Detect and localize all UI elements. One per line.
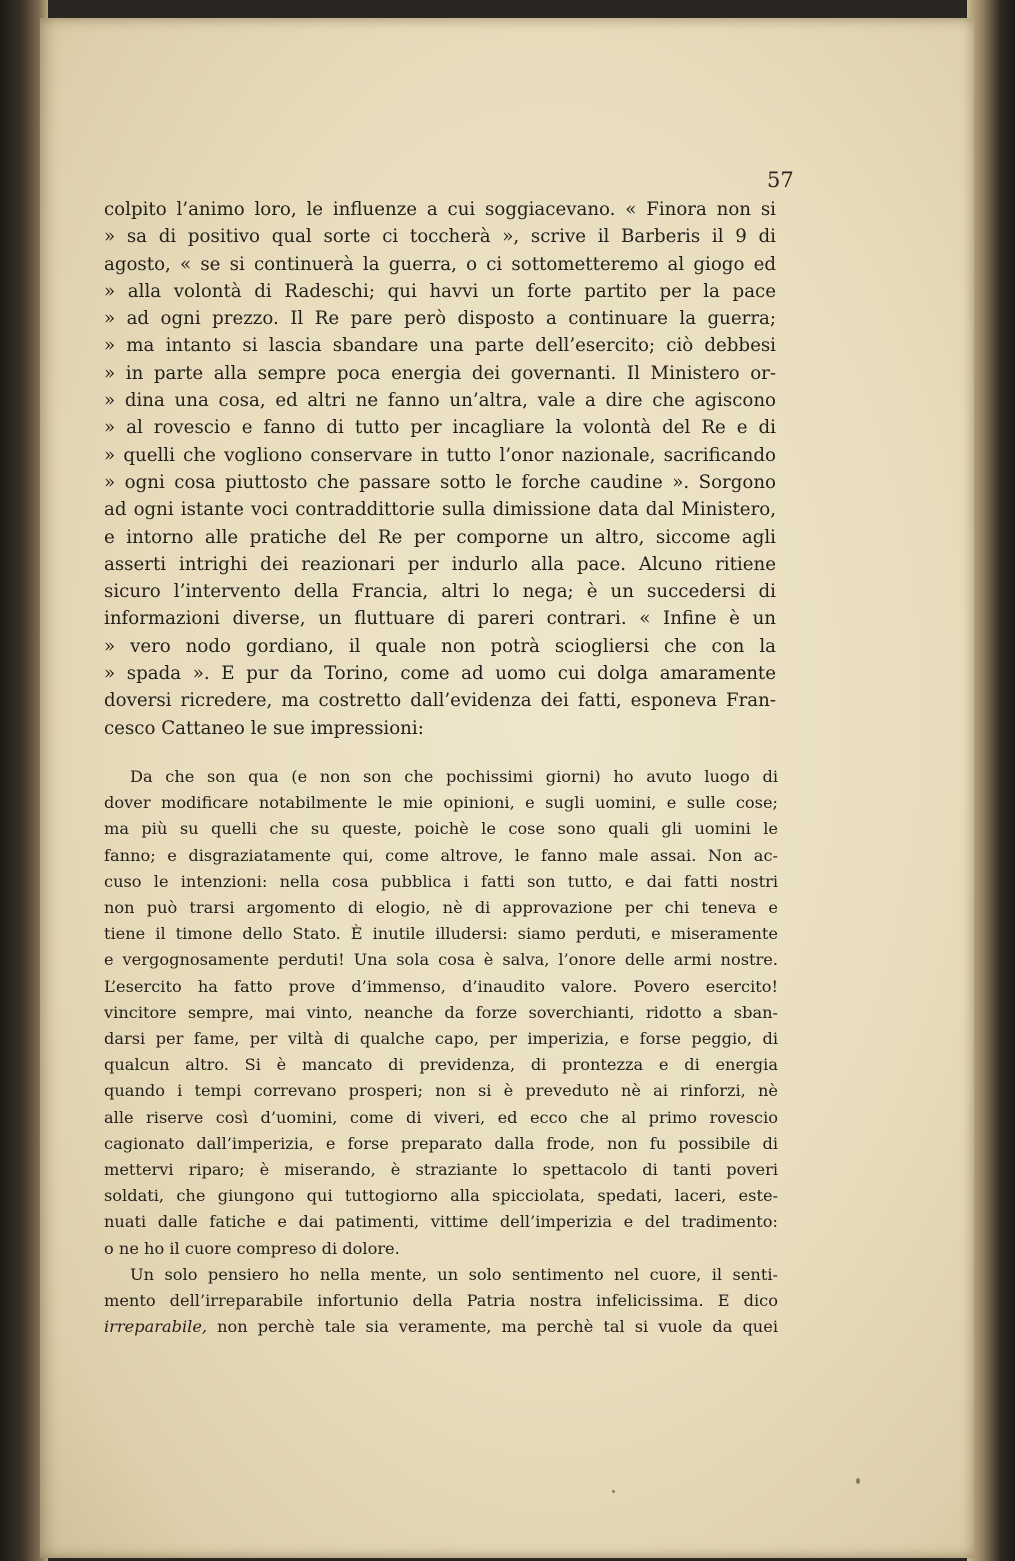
text-line: » in parte alla sempre poca energia dei governanti. Il Ministero or- [104,362,776,384]
text-line: informazioni diverse, un fluttuare di pareri contrari. « Infine è un [104,608,776,630]
text-line: asserti intrighi dei reazionari per indurlo alla pace. Alcuno ritiene [104,553,776,575]
text-fragment: non perchè tale sia veramente, ma perchè tal si vuole da quei [207,1317,778,1337]
text-line: non può trarsi argomento di elogio, nè di approvazione per chi teneva e [104,898,778,918]
text-line: vincitore sempre, mai vinto, neanche da forze soverchianti, ridotto a sban- [104,1002,778,1022]
text-line: » al rovescio e fanno di tutto per incagliare la volontà del Re e di [104,417,776,439]
text-line: cuso le intenzioni: nella cosa pubblica i fatti son tutto, e dai fatti nostri [104,871,778,891]
text-line: alle riserve così d’uomini, come di viveri, ed ecco che al primo rovescio [104,1107,778,1127]
paper-speck [612,1490,615,1493]
text-line: nuati dalle fatiche e dai patimenti, vittime dell’imperizia e del tradimento: [104,1212,778,1232]
text-line: mettervi riparo; è miserando, è straziante lo spettacolo di tanti poveri [104,1160,778,1180]
main-paragraph [104,196,776,742]
text-line: » ogni cosa piuttosto che passare sotto le forche caudine ». Sorgono [104,471,776,493]
text-line: » ad ogni prezzo. Il Re pare però disposto a continuare la guerra; [104,308,776,330]
text-line: e intorno alle pratiche del Re per comporne un altro, siccome agli [104,526,776,548]
text-line: » vero nodo gordiano, il quale non potrà sciogliersi che con la [104,635,776,657]
text-line: dover modificare notabilmente le mie opinioni, e sugli uomini, e sulle cose; [104,793,778,813]
page-number: 57 [767,168,794,192]
text-line: » spada ». E pur da Torino, come ad uomo cui dolga amaramente [104,663,776,685]
text-line: quando i tempi correvano prosperi; non si è preveduto nè ai rinforzi, nè [104,1081,778,1101]
paper-speck [856,1478,860,1484]
text-line: ma più su quelli che su queste, poichè le cose sono quali gli uomini le [104,819,778,839]
text-line: fanno; e disgraziatamente qui, come altrove, le fanno male assai. Non ac- [104,845,778,865]
quote-paragraph-1 [104,764,778,1262]
text-line: » sa di positivo qual sorte ci toccherà », scrive il Barberis il 9 di [104,226,776,248]
text-line: Un solo pensiero ho nella mente, un solo sentimento nel cuore, il senti- [130,1264,778,1284]
text-line: tiene il timone dello Stato. È inutile illudersi: siamo perduti, e miseramente [104,924,778,944]
text-line: » dina una cosa, ed altri ne fanno un’altra, vale a dire che agiscono [104,390,776,412]
page-right-edge [967,0,1015,1561]
text-line: darsi per fame, per viltà di qualche capo, per imperizia, e forse peggio, di [104,1029,778,1049]
text-line: cagionato dall’imperizia, e forse preparato dalla frode, non fu possibile di [104,1133,778,1153]
text-line: doversi ricredere, ma costretto dall’evidenza dei fatti, esponeva Fran- [104,690,776,712]
text-line: soldati, che giungono qui tuttogiorno alla spicciolata, spedati, laceri, este- [104,1186,778,1206]
text-line: Da che son qua (e non son che pochissimi giorni) ho avuto luogo di [130,767,778,786]
text-line: cesco Cattaneo le sue impressioni: [104,717,424,739]
text-line: L’esercito ha fatto prove d’immenso, d’inaudito valore. Povero esercito! [104,976,778,996]
text-line: mento dell’irreparabile infortunio della Patria nostra infelicissima. E dico [104,1291,778,1311]
text-line: sicuro l’intervento della Francia, altri lo nega; è un succedersi di [104,581,776,603]
text-line: colpito l’animo loro, le influenze a cui soggiacevano. « Finora non si [104,199,776,220]
emphasized-word: irreparabile, [104,1317,208,1337]
text-line: agosto, « se si continuerà la guerra, o ci sottometteremo al giogo ed [104,253,776,275]
text-line: o ne ho il cuore compreso di dolore. [104,1238,400,1258]
quote-paragraph-2 [104,1262,778,1341]
text-line: » quelli che vogliono conservare in tutto l’onor nazionale, sacrificando [104,444,776,466]
quoted-letter [104,764,778,1340]
text-line: » ma intanto si lascia sbandare una parte dell’esercito; ciò debbesi [104,335,776,357]
text-line: e vergognosamente perduti! Una sola cosa è salva, l’onore delle armi nostre. [104,950,778,970]
text-line: qualcun altro. Si è mancato di previdenza, di prontezza e di energia [104,1055,778,1075]
text-line [104,1314,778,1340]
text-line: ad ogni istante voci contraddittorie sulla dimissione data dal Ministero, [104,499,776,521]
text-line: » alla volontà di Radeschi; qui havvi un forte partito per la pace [104,280,776,302]
